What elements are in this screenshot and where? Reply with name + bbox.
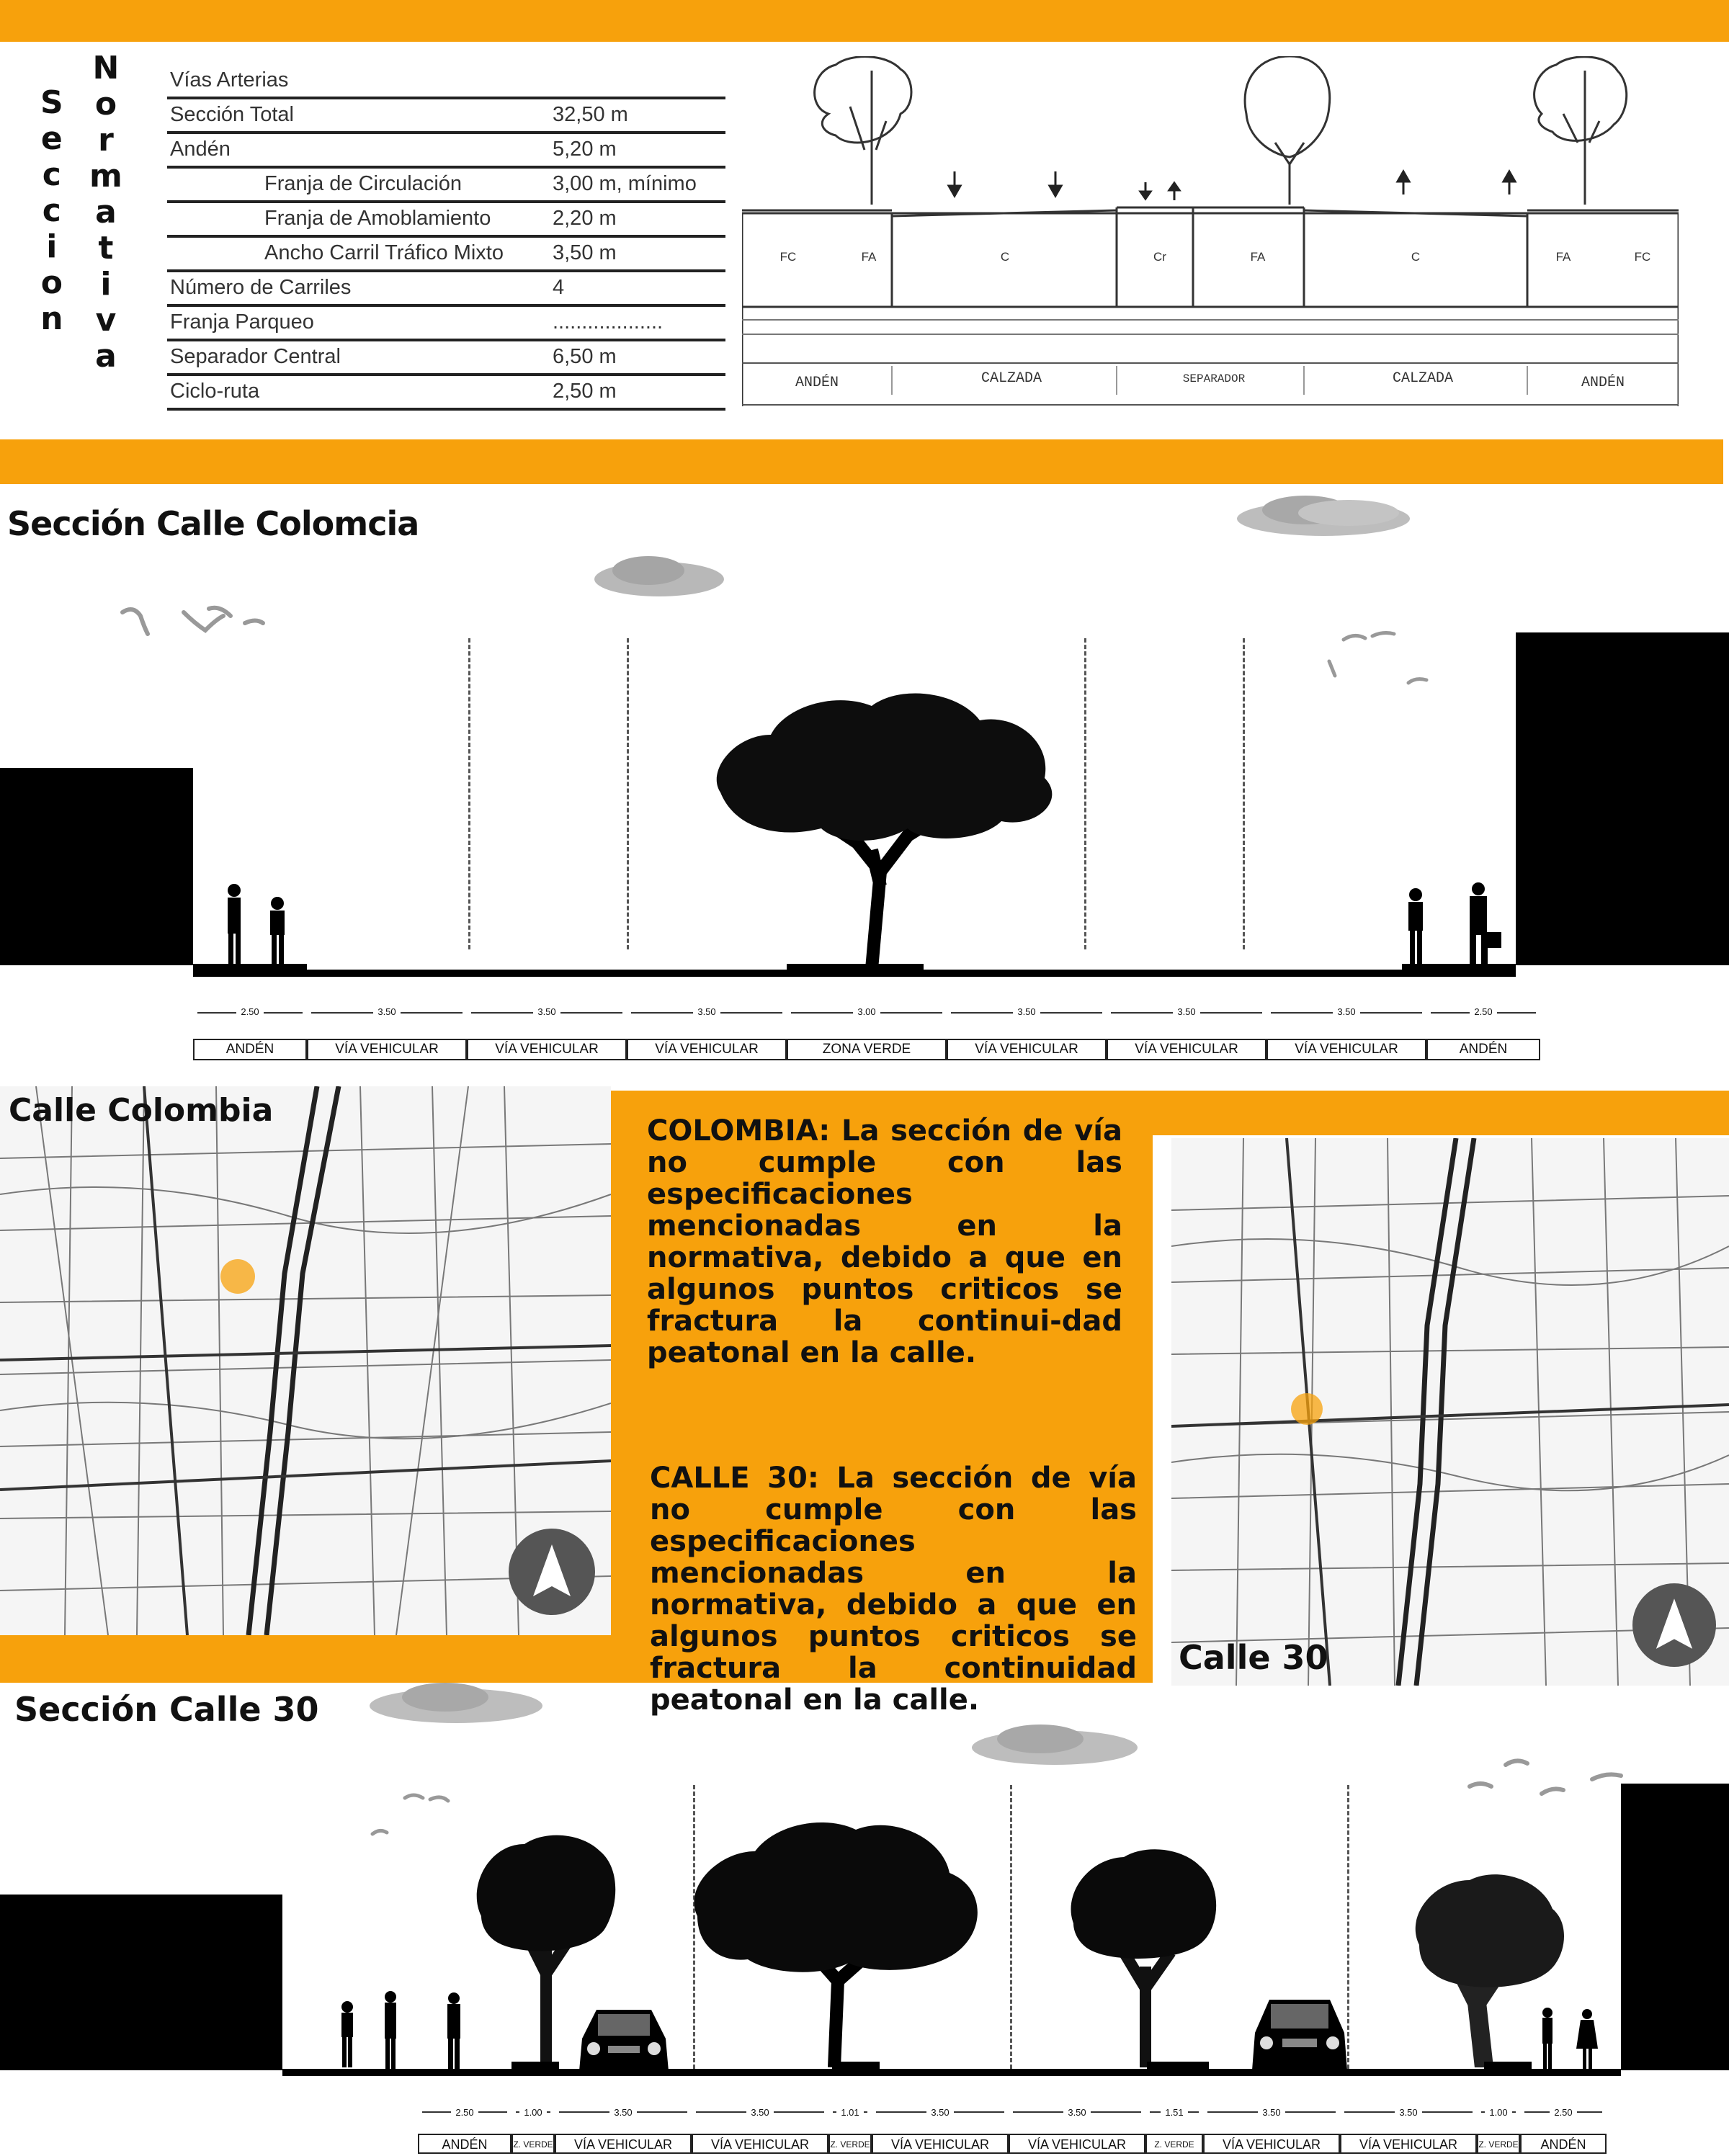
dimension-label <box>418 2101 511 2122</box>
birds-icon <box>1322 625 1430 690</box>
section-segment-label: ANDÉN <box>1426 1039 1540 1060</box>
vertical-letter: a <box>95 194 117 231</box>
normativa-row-label: Franja Parqueo <box>170 310 314 334</box>
sketch-cell-label: C <box>1411 250 1421 264</box>
dimension-value: 1.00 <box>1485 2107 1511 2118</box>
section-segment-label: VÍA VEHICULAR <box>307 1039 467 1060</box>
normativa-table <box>167 69 725 411</box>
section-segment-label: Z. VERDE <box>1145 2134 1203 2154</box>
dimension-value: 2.50 <box>1470 1006 1496 1017</box>
dimension-label <box>1426 1000 1540 1024</box>
section-segment-label: ANDÉN <box>1520 2134 1607 2154</box>
section-segment-label: VÍA VEHICULAR <box>555 2134 692 2154</box>
sketch-cell-label: FC <box>779 250 797 264</box>
section-colombia-labels <box>193 1039 1540 1060</box>
dimension-value: 2.50 <box>236 1006 263 1017</box>
normativa-row <box>167 238 725 272</box>
normativa-table-title: Vías Arterias <box>167 69 725 99</box>
norma-bottom-band <box>0 439 1723 484</box>
section-calle30-title: Sección Calle 30 <box>14 1690 319 1729</box>
dimension-label <box>872 2101 1009 2122</box>
dimension-label <box>627 1000 787 1024</box>
north-arrow-icon <box>1632 1583 1716 1667</box>
person-icon <box>334 1991 478 2070</box>
dimension-label <box>555 2101 692 2122</box>
normativa-row-value: 2,50 m <box>553 380 617 403</box>
dimension-value: 1.51 <box>1161 2107 1187 2118</box>
normativa-row-value: 6,50 m <box>553 345 617 368</box>
sketch-cell-label: FA <box>1555 250 1571 264</box>
person-icon <box>1533 2005 1605 2070</box>
birds-icon <box>1462 1750 1635 1815</box>
lane-divider <box>468 638 470 949</box>
dimension-value: 3.50 <box>533 1006 560 1017</box>
planter <box>787 964 924 971</box>
dimension-label <box>692 2101 828 2122</box>
building-block <box>0 768 193 965</box>
map-right-title: Calle 30 <box>1179 1638 1328 1677</box>
normativa-row-label: Ciclo-ruta <box>170 380 260 403</box>
normativa-row-value: 5,20 m <box>553 138 617 161</box>
section-segment-label: VÍA VEHICULAR <box>1107 1039 1266 1060</box>
ground-line <box>282 2069 1621 2076</box>
birds-icon <box>115 591 274 648</box>
curb <box>193 964 307 971</box>
section-segment-label: VÍA VEHICULAR <box>947 1039 1107 1060</box>
normativa-row-value: ................... <box>553 310 664 334</box>
section-segment-label: Z. VERDE <box>828 2134 872 2154</box>
normativa-row-label: Separador Central <box>170 345 341 368</box>
lane-divider <box>1084 638 1086 949</box>
normativa-row <box>167 307 725 341</box>
dimension-label <box>828 2101 872 2122</box>
section-colombia-title: Sección Calle Colomcia <box>7 504 419 543</box>
right-band <box>1153 1091 1729 1135</box>
calle30-description: CALLE 30: La sección de vía no cumple con las especificaciones mencionadas en la normativa, debido a que en algunos puntos criticos se fractura la continuidad peatonal en la calle. <box>650 1462 1137 1717</box>
normativa-row-value: 2,20 m <box>553 207 617 230</box>
vertical-letter: t <box>98 230 114 267</box>
dimension-value: 3.50 <box>1333 1006 1359 1017</box>
sketch-cell-label: FA <box>861 250 877 264</box>
normativa-row <box>167 203 725 238</box>
dimension-value: 3.50 <box>1063 2107 1090 2118</box>
dimension-label <box>511 2101 555 2122</box>
section-segment-label: Z. VERDE <box>1477 2134 1520 2154</box>
normativa-row <box>167 99 725 134</box>
dimension-value: 2.50 <box>1550 2107 1576 2118</box>
normativa-row-label: Franja de Circulación <box>264 172 463 195</box>
dimension-label <box>1477 2101 1520 2122</box>
section-segment-label: VÍA VEHICULAR <box>1340 2134 1477 2154</box>
normativa-row-label: Franja de Amoblamiento <box>264 207 491 230</box>
section-segment-label: VÍA VEHICULAR <box>1203 2134 1340 2154</box>
vertical-letter: r <box>98 122 114 158</box>
sketch-cell-label: C <box>1000 250 1010 264</box>
dimension-label <box>787 1000 947 1024</box>
section-segment-label: VÍA VEHICULAR <box>467 1039 627 1060</box>
dimension-value: 3.50 <box>1395 2107 1421 2118</box>
dimension-value: 3.50 <box>746 2107 773 2118</box>
cloud-icon <box>968 1717 1141 1775</box>
dimension-label <box>1520 2101 1607 2122</box>
lane-divider <box>1010 1785 1012 2069</box>
normativa-row <box>167 169 725 203</box>
lane-divider <box>627 638 629 949</box>
vertical-letter: o <box>94 86 117 122</box>
north-arrow-icon <box>509 1529 595 1615</box>
dimension-label <box>1145 2101 1203 2122</box>
dimension-label <box>947 1000 1107 1024</box>
vertical-letter: S <box>40 84 63 121</box>
sketch-bottom-label: CALZADA <box>980 370 1042 387</box>
normativa-row-value: 4 <box>553 276 565 299</box>
sketch-bottom-label: ANDÉN <box>795 375 839 391</box>
normativa-row <box>167 272 725 307</box>
normativa-section-sketch <box>742 56 1679 406</box>
tree-icon <box>683 1808 986 2067</box>
dimension-label <box>1107 1000 1266 1024</box>
sketch-bottom-label: SEPARADOR <box>1182 372 1246 385</box>
vertical-letter: n <box>40 300 63 337</box>
dimension-value: 3.50 <box>926 2107 953 2118</box>
section-segment-label: VÍA VEHICULAR <box>692 2134 828 2154</box>
sketch-cell-label: Cr <box>1153 250 1166 264</box>
normativa-row-label: Número de Carriles <box>170 276 352 299</box>
building-block <box>1621 1784 1729 2070</box>
dimension-label <box>193 1000 307 1024</box>
vertical-letter: e <box>40 120 63 157</box>
section-segment-label: ZONA VERDE <box>787 1039 947 1060</box>
vertical-letter: o <box>40 264 63 301</box>
colombia-description: COLOMBIA: La sección de vía no cumple con las especificaciones mencionadas en la normativa, debido a que en algunos puntos criticos se fractura la continui-dad peatonal en la calle. <box>647 1114 1122 1369</box>
vertical-letter: m <box>89 158 122 194</box>
vertical-letter: N <box>92 50 120 86</box>
dimension-value: 3.00 <box>853 1006 880 1017</box>
dimension-label <box>1340 2101 1477 2122</box>
section-calle30-dims <box>418 2101 1607 2122</box>
section-segment-label: ANDÉN <box>418 2134 511 2154</box>
dimension-value: 3.50 <box>373 1006 400 1017</box>
building-block <box>1516 632 1729 965</box>
section-calle30-labels <box>418 2134 1607 2154</box>
top-orange-band <box>0 0 1729 42</box>
normativa-row-value: 3,00 m, mínimo <box>553 172 697 195</box>
planter <box>832 2062 880 2070</box>
tree-icon <box>692 684 1081 972</box>
map-left-title: Calle Colombia <box>9 1092 274 1129</box>
section-segment-label: VÍA VEHICULAR <box>1009 2134 1145 2154</box>
section-colombia-dims <box>193 1000 1540 1024</box>
normativa-row-label: Ancho Carril Tráfico Mixto <box>264 241 504 264</box>
section-segment-label: VÍA VEHICULAR <box>1266 1039 1426 1060</box>
dimension-value: 1.01 <box>836 2107 863 2118</box>
curb <box>1402 964 1516 971</box>
planter <box>511 2062 559 2070</box>
lane-divider <box>1243 638 1245 949</box>
tree-icon <box>1059 1844 1232 2067</box>
dimension-label <box>1009 2101 1145 2122</box>
planter <box>1484 2062 1532 2070</box>
normativa-row <box>167 376 725 411</box>
cloud-icon <box>591 547 728 605</box>
normativa-row-label: Sección Total <box>170 103 294 126</box>
cloud-icon <box>366 1676 546 1733</box>
dimension-label <box>307 1000 467 1024</box>
dimension-value: 3.50 <box>693 1006 720 1017</box>
vertical-letter: i <box>46 228 58 265</box>
sketch-bottom-label: ANDÉN <box>1581 375 1625 391</box>
dimension-value: 3.50 <box>1013 1006 1040 1017</box>
sketch-bottom-label: CALZADA <box>1392 370 1454 387</box>
planter <box>1147 2062 1209 2070</box>
vertical-letter: c <box>42 192 61 229</box>
section-segment-label: Z. VERDE <box>511 2134 555 2154</box>
vertical-word-normativa <box>89 50 122 375</box>
normativa-row-value: 3,50 m <box>553 241 617 264</box>
person-icon <box>1398 882 1506 968</box>
vertical-word-seccion <box>40 85 63 337</box>
person-icon <box>216 882 303 968</box>
section-segment-label: VÍA VEHICULAR <box>872 2134 1009 2154</box>
dimension-value: 3.50 <box>1258 2107 1285 2118</box>
vertical-letter: v <box>95 302 117 339</box>
dimension-label <box>1266 1000 1426 1024</box>
vertical-letter: i <box>100 266 112 303</box>
dimension-label <box>467 1000 627 1024</box>
normativa-row-label: Andén <box>170 138 231 161</box>
normativa-row <box>167 341 725 376</box>
sketch-cell-label: FA <box>1250 250 1266 264</box>
dimension-value: 3.50 <box>609 2107 636 2118</box>
normativa-row-value: 32,50 m <box>553 103 628 126</box>
dimension-value: 3.50 <box>1173 1006 1199 1017</box>
normativa-row <box>167 134 725 169</box>
section-segment-label: VÍA VEHICULAR <box>627 1039 787 1060</box>
sketch-cell-label: FC <box>1634 250 1651 264</box>
building-block <box>0 1895 282 2070</box>
dimension-value: 1.00 <box>519 2107 546 2118</box>
dimension-label <box>1203 2101 1340 2122</box>
vertical-letter: c <box>42 156 61 193</box>
section-segment-label: ANDÉN <box>193 1039 307 1060</box>
cloud-icon <box>1233 488 1413 546</box>
vertical-letter: a <box>95 338 117 375</box>
dimension-value: 2.50 <box>451 2107 478 2118</box>
